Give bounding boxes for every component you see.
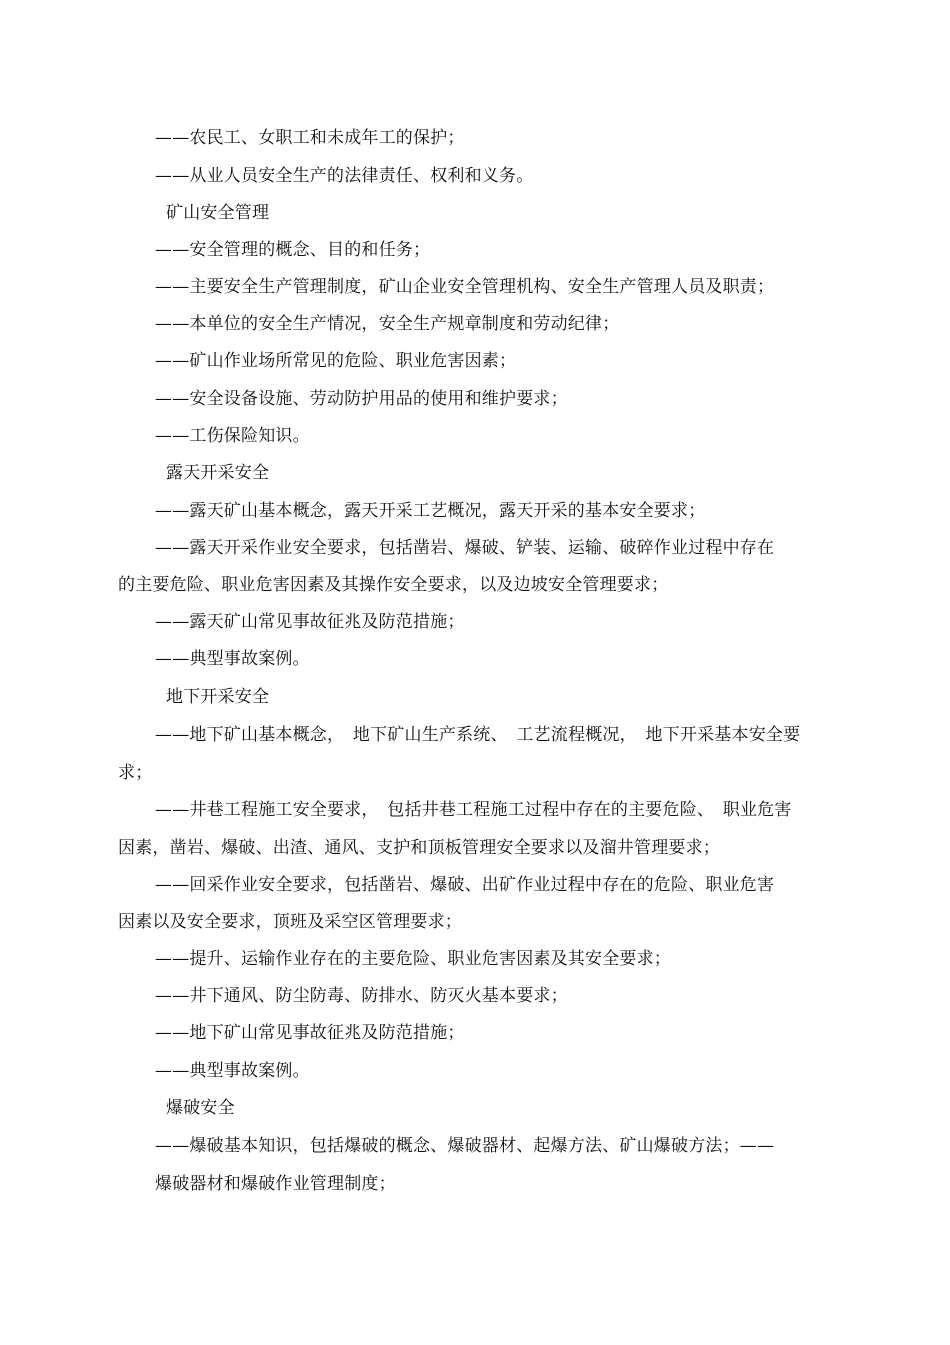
list-item: ——露天矿山基本概念，露天开采工艺概况，露天开采的基本安全要求； xyxy=(155,501,706,521)
list-item: ——农民工、女职工和未成年工的保护； xyxy=(155,128,465,148)
list-item: ——露天矿山常见事故征兆及防范措施； xyxy=(155,612,465,632)
section-heading: 矿山安全管理 xyxy=(166,203,270,223)
list-item: ——安全设备设施、劳动防护用品的使用和维护要求； xyxy=(155,389,568,409)
list-item: ——回采作业安全要求，包括凿岩、爆破、出矿作业过程中存在的危险、职业危害 xyxy=(155,875,775,895)
list-item-continuation: 的主要危险、职业危害因素及其操作安全要求，以及边坡安全管理要求； xyxy=(118,575,669,595)
list-item: ——从业人员安全生产的法律责任、权利和义务。 xyxy=(155,166,534,186)
section-heading: 地下开采安全 xyxy=(166,687,270,707)
list-item: ——典型事故案例。 xyxy=(155,1061,310,1081)
list-item: ——本单位的安全生产情况，安全生产规章制度和劳动纪律； xyxy=(155,314,620,334)
list-item: ——爆破基本知识，包括爆破的概念、爆破器材、起爆方法、矿山爆破方法；—— xyxy=(155,1136,775,1156)
list-item: ——工伤保险知识。 xyxy=(155,426,310,446)
list-item: ——地下矿山基本概念， 地下矿山生产系统、 工艺流程概况， 地下开采基本安全要 xyxy=(155,725,801,745)
list-item-continuation: 求； xyxy=(118,763,153,783)
list-item: ——矿山作业场所常见的危险、职业危害因素； xyxy=(155,351,517,371)
list-item: ——主要安全生产管理制度，矿山企业安全管理机构、安全生产管理人员及职责； xyxy=(155,277,775,297)
list-item: ——提升、运输作业存在的主要危险、职业危害因素及其安全要求； xyxy=(155,949,671,969)
list-item: ——井巷工程施工安全要求， 包括井巷工程施工过程中存在的主要危险、 职业危害 xyxy=(155,800,792,820)
list-item: ——典型事故案例。 xyxy=(155,649,310,669)
list-item-continuation: 爆破器材和爆破作业管理制度； xyxy=(155,1174,396,1194)
list-item-continuation: 因素，凿岩、爆破、出渣、通风、支护和顶板管理安全要求以及溜井管理要求； xyxy=(118,838,720,858)
list-item-continuation: 因素以及安全要求，顶班及采空区管理要求； xyxy=(118,912,462,932)
list-item: ——露天开采作业安全要求，包括凿岩、爆破、铲装、运输、破碎作业过程中存在 xyxy=(155,538,775,558)
list-item: ——井下通风、防尘防毒、防排水、防灭火基本要求； xyxy=(155,986,568,1006)
section-heading: 露天开采安全 xyxy=(166,463,270,483)
section-heading: 爆破安全 xyxy=(166,1098,235,1118)
list-item: ——地下矿山常见事故征兆及防范措施； xyxy=(155,1023,465,1043)
list-item: ——安全管理的概念、目的和任务； xyxy=(155,240,431,260)
